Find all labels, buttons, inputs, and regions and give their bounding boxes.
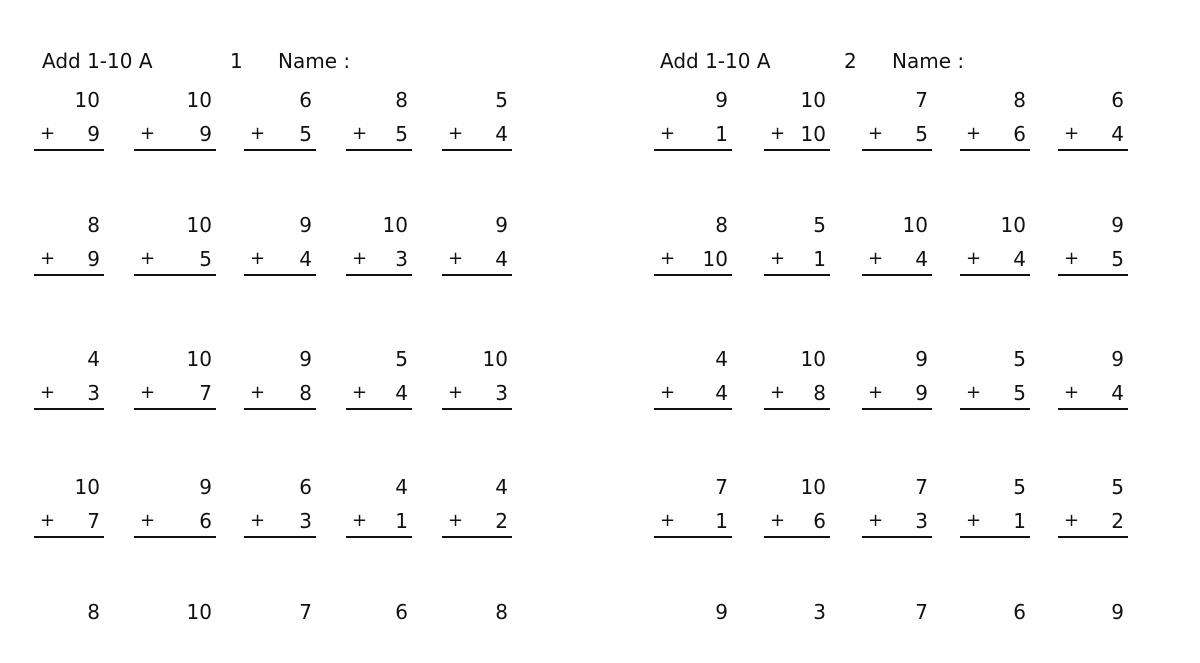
addend-top: 8	[395, 88, 408, 112]
addition-problem	[862, 599, 932, 663]
addition-problem	[764, 474, 830, 538]
addend-top: 10	[800, 347, 826, 371]
addend-bottom: 2	[1111, 509, 1124, 533]
plus-sign: +	[966, 510, 982, 531]
plus-sign: +	[140, 382, 156, 403]
plus-sign: +	[660, 123, 676, 144]
answer-line	[654, 274, 732, 276]
addend-top: 4	[395, 475, 408, 499]
addend-bottom: 4	[1111, 381, 1124, 405]
addend-bottom: 4	[495, 122, 508, 146]
addition-problem	[244, 599, 316, 663]
addition-problem	[960, 87, 1030, 151]
plus-sign: +	[770, 123, 786, 144]
answer-line	[862, 408, 932, 410]
plus-sign: +	[140, 510, 156, 531]
answer-line	[134, 149, 216, 151]
addition-problem	[442, 346, 512, 410]
addition-problem	[346, 212, 412, 276]
name-label: Name :	[278, 49, 351, 73]
addition-problem	[442, 474, 512, 538]
addend-bottom: 6	[199, 509, 212, 533]
addend-bottom: 1	[395, 509, 408, 533]
addend-top: 6	[299, 88, 312, 112]
answer-line	[442, 408, 512, 410]
worksheet-number: 2	[844, 49, 857, 73]
addend-bottom: 3	[395, 247, 408, 271]
addend-bottom: 3	[495, 381, 508, 405]
addition-problem	[960, 474, 1030, 538]
addend-top: 9	[199, 475, 212, 499]
addend-top: 7	[299, 600, 312, 624]
plus-sign: +	[40, 382, 56, 403]
addition-problem	[442, 87, 512, 151]
plus-sign: +	[1064, 123, 1080, 144]
plus-sign: +	[140, 248, 156, 269]
addend-bottom: 3	[915, 509, 928, 533]
addend-bottom: 3	[299, 509, 312, 533]
addend-top: 10	[186, 347, 212, 371]
answer-line	[960, 149, 1030, 151]
addition-problem	[34, 212, 104, 276]
answer-line	[34, 274, 104, 276]
answer-line	[764, 149, 830, 151]
addend-top: 10	[74, 475, 100, 499]
addition-problem	[764, 599, 830, 663]
plus-sign: +	[868, 510, 884, 531]
addend-bottom: 5	[1013, 381, 1026, 405]
plus-sign: +	[1064, 510, 1080, 531]
plus-sign: +	[250, 248, 266, 269]
worksheet-2	[600, 0, 1200, 630]
addend-top: 9	[495, 213, 508, 237]
addition-problem	[134, 212, 216, 276]
addition-problem	[244, 474, 316, 538]
addend-top: 9	[715, 600, 728, 624]
addend-bottom: 4	[1013, 247, 1026, 271]
addition-problem	[34, 599, 104, 663]
addend-top: 4	[87, 347, 100, 371]
addend-top: 5	[1013, 347, 1026, 371]
answer-line	[862, 274, 932, 276]
answer-line	[960, 408, 1030, 410]
addend-top: 10	[482, 347, 508, 371]
answer-line	[442, 149, 512, 151]
addend-top: 5	[813, 213, 826, 237]
plus-sign: +	[868, 248, 884, 269]
addend-bottom: 9	[915, 381, 928, 405]
plus-sign: +	[352, 248, 368, 269]
addend-bottom: 5	[299, 122, 312, 146]
addend-bottom: 8	[299, 381, 312, 405]
addend-bottom: 1	[813, 247, 826, 271]
addend-top: 9	[915, 347, 928, 371]
addend-bottom: 4	[495, 247, 508, 271]
answer-line	[654, 149, 732, 151]
addend-bottom: 1	[715, 122, 728, 146]
addend-top: 10	[902, 213, 928, 237]
addend-top: 7	[915, 475, 928, 499]
addend-top: 10	[186, 88, 212, 112]
addend-top: 5	[1111, 475, 1124, 499]
plus-sign: +	[660, 382, 676, 403]
addend-top: 5	[495, 88, 508, 112]
answer-line	[862, 149, 932, 151]
plus-sign: +	[868, 382, 884, 403]
addition-problem	[960, 346, 1030, 410]
answer-line	[134, 536, 216, 538]
addend-top: 10	[800, 88, 826, 112]
addition-problem	[764, 212, 830, 276]
addition-problem	[654, 212, 732, 276]
answer-line	[960, 536, 1030, 538]
addend-bottom: 9	[87, 247, 100, 271]
addend-top: 10	[800, 475, 826, 499]
addend-top: 8	[715, 213, 728, 237]
answer-line	[244, 274, 316, 276]
answer-line	[244, 408, 316, 410]
plus-sign: +	[40, 123, 56, 144]
addition-problem	[244, 212, 316, 276]
answer-line	[34, 149, 104, 151]
addend-top: 8	[87, 213, 100, 237]
plus-sign: +	[448, 510, 464, 531]
plus-sign: +	[868, 123, 884, 144]
answer-line	[654, 536, 732, 538]
addition-problem	[960, 599, 1030, 663]
plus-sign: +	[140, 123, 156, 144]
addition-problem	[960, 212, 1030, 276]
plus-sign: +	[448, 382, 464, 403]
addend-bottom: 6	[813, 509, 826, 533]
addend-top: 10	[1000, 213, 1026, 237]
worksheet-1	[0, 0, 600, 630]
answer-line	[346, 536, 412, 538]
addition-problem	[862, 87, 932, 151]
addend-bottom: 6	[1013, 122, 1026, 146]
answer-line	[442, 536, 512, 538]
addend-top: 5	[395, 347, 408, 371]
plus-sign: +	[448, 123, 464, 144]
addend-top: 9	[1111, 347, 1124, 371]
addend-top: 4	[715, 347, 728, 371]
addend-top: 9	[1111, 600, 1124, 624]
addend-top: 9	[1111, 213, 1124, 237]
addition-problem	[442, 212, 512, 276]
plus-sign: +	[660, 510, 676, 531]
addition-problem	[34, 87, 104, 151]
addend-bottom: 4	[915, 247, 928, 271]
plus-sign: +	[250, 510, 266, 531]
plus-sign: +	[770, 510, 786, 531]
addition-problem	[134, 346, 216, 410]
answer-line	[346, 274, 412, 276]
addend-bottom: 4	[715, 381, 728, 405]
addend-top: 7	[915, 88, 928, 112]
plus-sign: +	[352, 123, 368, 144]
answer-line	[960, 274, 1030, 276]
addend-top: 5	[1013, 475, 1026, 499]
plus-sign: +	[352, 510, 368, 531]
addition-problem	[764, 346, 830, 410]
addition-problem	[654, 474, 732, 538]
addend-bottom: 2	[495, 509, 508, 533]
answer-line	[764, 274, 830, 276]
plus-sign: +	[1064, 248, 1080, 269]
addend-top: 9	[715, 88, 728, 112]
addition-problem	[1058, 474, 1128, 538]
addition-problem	[442, 599, 512, 663]
addition-problem	[1058, 212, 1128, 276]
addend-top: 6	[299, 475, 312, 499]
addition-problem	[862, 212, 932, 276]
addend-bottom: 4	[395, 381, 408, 405]
addition-problem	[862, 346, 932, 410]
answer-line	[34, 408, 104, 410]
addition-problem	[346, 599, 412, 663]
addend-top: 8	[87, 600, 100, 624]
worksheet-number: 1	[230, 49, 243, 73]
addend-bottom: 10	[702, 247, 728, 271]
answer-line	[134, 408, 216, 410]
addition-problem	[1058, 87, 1128, 151]
plus-sign: +	[250, 123, 266, 144]
addend-bottom: 10	[800, 122, 826, 146]
addition-problem	[134, 87, 216, 151]
answer-line	[764, 536, 830, 538]
answer-line	[1058, 149, 1128, 151]
addend-bottom: 3	[87, 381, 100, 405]
addend-top: 10	[186, 213, 212, 237]
addend-bottom: 8	[813, 381, 826, 405]
addition-problem	[34, 474, 104, 538]
answer-line	[764, 408, 830, 410]
addend-top: 10	[382, 213, 408, 237]
addend-top: 10	[74, 88, 100, 112]
addend-bottom: 7	[199, 381, 212, 405]
addend-bottom: 9	[199, 122, 212, 146]
addend-bottom: 7	[87, 509, 100, 533]
plus-sign: +	[40, 510, 56, 531]
addend-bottom: 4	[1111, 122, 1124, 146]
worksheet-title: Add 1-10 A	[42, 49, 153, 73]
addition-problem	[764, 87, 830, 151]
addition-problem	[654, 87, 732, 151]
addend-bottom: 1	[715, 509, 728, 533]
addend-top: 9	[299, 213, 312, 237]
name-label: Name :	[892, 49, 965, 73]
addend-top: 10	[186, 600, 212, 624]
addend-top: 7	[915, 600, 928, 624]
addend-bottom: 5	[1111, 247, 1124, 271]
answer-line	[862, 536, 932, 538]
addend-bottom: 9	[87, 122, 100, 146]
answer-line	[1058, 408, 1128, 410]
addition-problem	[862, 474, 932, 538]
answer-line	[1058, 536, 1128, 538]
worksheet-title: Add 1-10 A	[660, 49, 771, 73]
addend-top: 6	[395, 600, 408, 624]
plus-sign: +	[966, 382, 982, 403]
addition-problem	[654, 346, 732, 410]
addition-problem	[346, 474, 412, 538]
plus-sign: +	[660, 248, 676, 269]
addend-bottom: 4	[299, 247, 312, 271]
addition-problem	[346, 87, 412, 151]
plus-sign: +	[966, 123, 982, 144]
addend-top: 6	[1013, 600, 1026, 624]
answer-line	[442, 274, 512, 276]
plus-sign: +	[770, 382, 786, 403]
addend-top: 7	[715, 475, 728, 499]
answer-line	[346, 149, 412, 151]
plus-sign: +	[40, 248, 56, 269]
answer-line	[134, 274, 216, 276]
answer-line	[1058, 274, 1128, 276]
answer-line	[244, 536, 316, 538]
addend-top: 9	[299, 347, 312, 371]
addition-problem	[134, 599, 216, 663]
addend-top: 8	[495, 600, 508, 624]
addition-problem	[244, 346, 316, 410]
answer-line	[346, 408, 412, 410]
plus-sign: +	[966, 248, 982, 269]
addition-problem	[134, 474, 216, 538]
addition-problem	[1058, 346, 1128, 410]
addend-top: 6	[1111, 88, 1124, 112]
addend-top: 3	[813, 600, 826, 624]
plus-sign: +	[250, 382, 266, 403]
addend-bottom: 5	[395, 122, 408, 146]
addition-problem	[654, 599, 732, 663]
addition-problem	[1058, 599, 1128, 663]
answer-line	[34, 536, 104, 538]
addend-bottom: 1	[1013, 509, 1026, 533]
plus-sign: +	[1064, 382, 1080, 403]
addend-bottom: 5	[199, 247, 212, 271]
plus-sign: +	[448, 248, 464, 269]
addition-problem	[244, 87, 316, 151]
plus-sign: +	[352, 382, 368, 403]
plus-sign: +	[770, 248, 786, 269]
answer-line	[654, 408, 732, 410]
addition-problem	[34, 346, 104, 410]
addend-top: 8	[1013, 88, 1026, 112]
addend-bottom: 5	[915, 122, 928, 146]
addend-top: 4	[495, 475, 508, 499]
answer-line	[244, 149, 316, 151]
addition-problem	[346, 346, 412, 410]
